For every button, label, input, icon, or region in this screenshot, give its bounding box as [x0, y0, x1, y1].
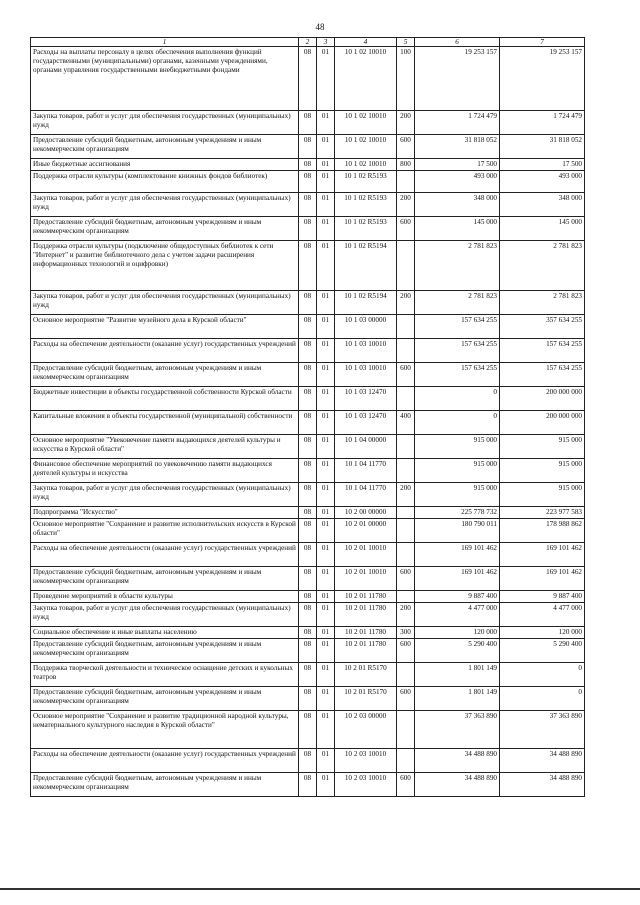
- col-header-5: 5: [397, 38, 415, 47]
- row-expense-type: [397, 459, 415, 483]
- row-name: Бюджетные инвестиции в объекты государственной собственности Курской области: [31, 387, 299, 411]
- row-name: Расходы на обеспечение деятельности (оказание услуг) государственных учреждений: [31, 749, 299, 773]
- budget-table-body: [31, 47, 585, 797]
- row-amount-year1: 915 000: [415, 459, 500, 483]
- row-target-article: 10 1 02 R5193: [335, 171, 397, 193]
- row-amount-year1: 1 801 149: [415, 663, 500, 687]
- row-subsection: 01: [317, 567, 335, 591]
- row-amount-year1: 19 253 157: [415, 47, 500, 111]
- row-amount-year2: 9 887 400: [500, 591, 585, 603]
- row-section: 08: [299, 507, 317, 519]
- row-target-article: 10 1 03 00000: [335, 315, 397, 339]
- row-target-article: 10 1 03 12470: [335, 387, 397, 411]
- row-subsection: 01: [317, 241, 335, 291]
- row-target-article: 10 1 02 10010: [335, 47, 397, 111]
- row-section: 08: [299, 687, 317, 711]
- row-expense-type: 200: [397, 111, 415, 135]
- row-amount-year1: 0: [415, 411, 500, 435]
- table-row: [31, 711, 585, 749]
- row-name: Закупка товаров, работ и услуг для обеспечения государственных (муниципальных) нужд: [31, 111, 299, 135]
- table-row: [31, 217, 585, 241]
- row-amount-year2: 120 000: [500, 627, 585, 639]
- row-name: Основное мероприятие "Сохранение и развитие традиционной народной культуры, нематериального культурного наследия в Курской области": [31, 711, 299, 749]
- row-expense-type: 600: [397, 217, 415, 241]
- row-target-article: 10 1 02 10010: [335, 135, 397, 159]
- row-section: 08: [299, 627, 317, 639]
- row-section: 08: [299, 111, 317, 135]
- table-row: [31, 519, 585, 543]
- row-amount-year1: 17 500: [415, 159, 500, 171]
- row-amount-year1: 120 000: [415, 627, 500, 639]
- row-amount-year2: 200 000 000: [500, 411, 585, 435]
- row-amount-year2: 1 724 479: [500, 111, 585, 135]
- row-subsection: 01: [317, 591, 335, 603]
- table-row: [31, 339, 585, 363]
- row-section: 08: [299, 217, 317, 241]
- row-section: 08: [299, 639, 317, 663]
- table-row: [31, 411, 585, 435]
- table-row: [31, 483, 585, 507]
- row-expense-type: 600: [397, 567, 415, 591]
- row-expense-type: [397, 387, 415, 411]
- row-name: Предоставление субсидий бюджетным, автономным учреждениям и иным некоммерческим организациям: [31, 639, 299, 663]
- row-expense-type: 600: [397, 135, 415, 159]
- row-amount-year1: 0: [415, 387, 500, 411]
- row-amount-year1: 157 634 255: [415, 315, 500, 339]
- col-header-4: 4: [335, 38, 397, 47]
- table-row: [31, 111, 585, 135]
- row-subsection: 01: [317, 47, 335, 111]
- row-target-article: 10 2 01 11780: [335, 591, 397, 603]
- row-name: Закупка товаров, работ и услуг для обеспечения государственных (муниципальных) нужд: [31, 603, 299, 627]
- row-amount-year2: 2 781 823: [500, 241, 585, 291]
- row-amount-year2: 19 253 157: [500, 47, 585, 111]
- bottom-rule: [0, 888, 640, 890]
- row-section: 08: [299, 543, 317, 567]
- table-row: [31, 241, 585, 291]
- row-subsection: 01: [317, 171, 335, 193]
- row-expense-type: [397, 591, 415, 603]
- page-number: 48: [315, 22, 325, 32]
- row-target-article: 10 1 02 R5194: [335, 241, 397, 291]
- row-target-article: 10 2 01 10010: [335, 567, 397, 591]
- row-target-article: 10 1 02 R5194: [335, 291, 397, 315]
- table-row: [31, 639, 585, 663]
- row-amount-year2: 34 488 890: [500, 749, 585, 773]
- row-subsection: 01: [317, 507, 335, 519]
- row-subsection: 01: [317, 111, 335, 135]
- table-row: [31, 459, 585, 483]
- row-amount-year2: 915 000: [500, 459, 585, 483]
- row-expense-type: 600: [397, 773, 415, 797]
- row-subsection: 01: [317, 135, 335, 159]
- row-amount-year1: 2 781 823: [415, 291, 500, 315]
- row-expense-type: [397, 315, 415, 339]
- row-amount-year2: 178 988 862: [500, 519, 585, 543]
- row-section: 08: [299, 339, 317, 363]
- row-target-article: 10 1 03 10010: [335, 339, 397, 363]
- row-expense-type: 600: [397, 363, 415, 387]
- row-section: 08: [299, 663, 317, 687]
- row-name: Расходы на обеспечение деятельности (оказание услуг) государственных учреждений: [31, 339, 299, 363]
- row-section: 08: [299, 773, 317, 797]
- table-row: [31, 749, 585, 773]
- row-section: 08: [299, 315, 317, 339]
- row-amount-year1: 157 634 255: [415, 363, 500, 387]
- row-amount-year1: 348 000: [415, 193, 500, 217]
- table-row: [31, 159, 585, 171]
- row-target-article: 10 1 03 10010: [335, 363, 397, 387]
- row-amount-year2: 17 500: [500, 159, 585, 171]
- row-amount-year1: 169 101 462: [415, 543, 500, 567]
- row-name: Финансовое обеспечение мероприятий по увековечению памяти выдающихся деятелей культуры и искусства: [31, 459, 299, 483]
- row-amount-year2: 34 488 890: [500, 773, 585, 797]
- row-amount-year1: 4 477 000: [415, 603, 500, 627]
- row-expense-type: 200: [397, 483, 415, 507]
- col-header-1: 1: [31, 38, 299, 47]
- row-section: 08: [299, 749, 317, 773]
- row-expense-type: [397, 241, 415, 291]
- row-amount-year1: 1 801 149: [415, 687, 500, 711]
- row-amount-year1: 169 101 462: [415, 567, 500, 591]
- table-row: [31, 603, 585, 627]
- row-subsection: 01: [317, 749, 335, 773]
- table-row: [31, 435, 585, 459]
- table-row: [31, 507, 585, 519]
- row-amount-year1: 493 000: [415, 171, 500, 193]
- row-subsection: 01: [317, 217, 335, 241]
- row-amount-year1: 145 000: [415, 217, 500, 241]
- row-expense-type: 300: [397, 627, 415, 639]
- row-name: Иные бюджетные ассигнования: [31, 159, 299, 171]
- row-section: 08: [299, 387, 317, 411]
- table-row: [31, 363, 585, 387]
- row-section: 08: [299, 459, 317, 483]
- table-row: [31, 171, 585, 193]
- row-expense-type: 200: [397, 603, 415, 627]
- table-row: [31, 773, 585, 797]
- row-amount-year2: 200 000 000: [500, 387, 585, 411]
- row-amount-year1: 915 000: [415, 483, 500, 507]
- row-section: 08: [299, 47, 317, 111]
- row-subsection: 01: [317, 519, 335, 543]
- row-name: Проведение мероприятий в области культуры: [31, 591, 299, 603]
- row-expense-type: 200: [397, 291, 415, 315]
- row-amount-year1: 225 778 732: [415, 507, 500, 519]
- row-target-article: 10 2 01 11780: [335, 627, 397, 639]
- row-name: Социальное обеспечение и иные выплаты населению: [31, 627, 299, 639]
- row-section: 08: [299, 363, 317, 387]
- row-subsection: 01: [317, 291, 335, 315]
- row-amount-year2: 157 634 255: [500, 339, 585, 363]
- row-section: 08: [299, 241, 317, 291]
- row-target-article: 10 2 01 R5170: [335, 687, 397, 711]
- row-name: Предоставление субсидий бюджетным, автономным учреждениям и иным некоммерческим организациям: [31, 135, 299, 159]
- row-amount-year2: 4 477 000: [500, 603, 585, 627]
- row-name: Расходы на обеспечение деятельности (оказание услуг) государственных учреждений: [31, 543, 299, 567]
- row-name: Капитальные вложения в объекты государственной (муниципальной) собственности: [31, 411, 299, 435]
- row-amount-year1: 34 488 890: [415, 773, 500, 797]
- row-section: 08: [299, 711, 317, 749]
- row-subsection: 01: [317, 435, 335, 459]
- row-amount-year2: 5 290 400: [500, 639, 585, 663]
- table-row: [31, 135, 585, 159]
- row-section: 08: [299, 483, 317, 507]
- table-row: [31, 315, 585, 339]
- row-target-article: 10 2 01 11780: [335, 603, 397, 627]
- row-name: Предоставление субсидий бюджетным, автономным учреждениям и иным некоммерческим организациям: [31, 217, 299, 241]
- row-amount-year2: 145 000: [500, 217, 585, 241]
- row-subsection: 01: [317, 315, 335, 339]
- row-expense-type: [397, 663, 415, 687]
- row-name: Основное мероприятие "Сохранение и развитие исполнительских искусств в Курской области": [31, 519, 299, 543]
- row-expense-type: [397, 171, 415, 193]
- row-amount-year2: 348 000: [500, 193, 585, 217]
- row-subsection: 01: [317, 543, 335, 567]
- row-subsection: 01: [317, 773, 335, 797]
- row-section: 08: [299, 603, 317, 627]
- row-target-article: 10 2 03 10010: [335, 773, 397, 797]
- row-amount-year1: 1 724 479: [415, 111, 500, 135]
- row-subsection: 01: [317, 639, 335, 663]
- table-row: [31, 591, 585, 603]
- row-expense-type: [397, 519, 415, 543]
- row-expense-type: 600: [397, 687, 415, 711]
- header-row: [31, 38, 585, 47]
- row-amount-year1: 31 818 052: [415, 135, 500, 159]
- row-amount-year1: 5 290 400: [415, 639, 500, 663]
- row-target-article: 10 1 02 10010: [335, 159, 397, 171]
- row-target-article: 10 1 04 11770: [335, 483, 397, 507]
- row-target-article: 10 1 04 11770: [335, 459, 397, 483]
- row-expense-type: [397, 543, 415, 567]
- row-subsection: 01: [317, 687, 335, 711]
- row-subsection: 01: [317, 483, 335, 507]
- row-name: Предоставление субсидий бюджетным, автономным учреждениям и иным некоммерческим организациям: [31, 363, 299, 387]
- row-amount-year1: 180 790 011: [415, 519, 500, 543]
- row-name: Закупка товаров, работ и услуг для обеспечения государственных (муниципальных) нужд: [31, 291, 299, 315]
- row-target-article: 10 2 01 R5170: [335, 663, 397, 687]
- row-amount-year2: 0: [500, 687, 585, 711]
- row-section: 08: [299, 519, 317, 543]
- row-expense-type: [397, 749, 415, 773]
- row-amount-year2: 0: [500, 663, 585, 687]
- row-expense-type: [397, 507, 415, 519]
- row-expense-type: 400: [397, 411, 415, 435]
- row-amount-year1: 915 000: [415, 435, 500, 459]
- table-row: [31, 627, 585, 639]
- row-subsection: 01: [317, 459, 335, 483]
- table-row: [31, 47, 585, 111]
- row-section: 08: [299, 591, 317, 603]
- row-amount-year1: 9 887 400: [415, 591, 500, 603]
- row-expense-type: [397, 435, 415, 459]
- table-row: [31, 567, 585, 591]
- row-amount-year2: 357 634 255: [500, 315, 585, 339]
- table-row: [31, 687, 585, 711]
- row-amount-year1: 157 634 255: [415, 339, 500, 363]
- row-target-article: 10 2 03 00000: [335, 711, 397, 749]
- row-section: 08: [299, 435, 317, 459]
- row-target-article: 10 2 01 10010: [335, 543, 397, 567]
- row-subsection: 01: [317, 387, 335, 411]
- row-expense-type: [397, 339, 415, 363]
- row-target-article: 10 2 01 11780: [335, 639, 397, 663]
- row-subsection: 01: [317, 627, 335, 639]
- row-subsection: 01: [317, 711, 335, 749]
- row-amount-year2: 169 101 462: [500, 567, 585, 591]
- row-amount-year1: 37 363 890: [415, 711, 500, 749]
- row-name: Предоставление субсидий бюджетным, автономным учреждениям и иным некоммерческим организациям: [31, 567, 299, 591]
- row-name: Поддержка творческой деятельности и техническое оснащение детских и кукольных театров: [31, 663, 299, 687]
- row-subsection: 01: [317, 663, 335, 687]
- row-expense-type: 600: [397, 639, 415, 663]
- row-name: Предоставление субсидий бюджетным, автономным учреждениям и иным некоммерческим организациям: [31, 687, 299, 711]
- row-name: Закупка товаров, работ и услуг для обеспечения государственных (муниципальных) нужд: [31, 483, 299, 507]
- budget-table: [30, 37, 585, 797]
- row-expense-type: [397, 711, 415, 749]
- row-subsection: 01: [317, 159, 335, 171]
- row-name: Закупка товаров, работ и услуг для обеспечения государственных (муниципальных) нужд: [31, 193, 299, 217]
- row-amount-year2: 223 977 583: [500, 507, 585, 519]
- row-target-article: 10 1 04 00000: [335, 435, 397, 459]
- row-expense-type: 200: [397, 193, 415, 217]
- row-amount-year2: 915 000: [500, 435, 585, 459]
- row-section: 08: [299, 411, 317, 435]
- row-amount-year1: 34 488 890: [415, 749, 500, 773]
- row-amount-year2: 37 363 890: [500, 711, 585, 749]
- row-amount-year1: 2 781 823: [415, 241, 500, 291]
- row-target-article: 10 2 01 00000: [335, 519, 397, 543]
- col-header-2: 2: [299, 38, 317, 47]
- row-amount-year2: 31 818 052: [500, 135, 585, 159]
- row-section: 08: [299, 193, 317, 217]
- row-target-article: 10 1 03 12470: [335, 411, 397, 435]
- row-section: 08: [299, 291, 317, 315]
- row-name: Подпрограмма "Искусство": [31, 507, 299, 519]
- row-subsection: 01: [317, 339, 335, 363]
- col-header-7: 7: [500, 38, 585, 47]
- row-subsection: 01: [317, 363, 335, 387]
- row-target-article: 10 2 03 10010: [335, 749, 397, 773]
- row-name: Основное мероприятие "Увековечение памяти выдающихся деятелей культуры и искусства в Курской области": [31, 435, 299, 459]
- row-name: Предоставление субсидий бюджетным, автономным учреждениям и иным некоммерческим организациям: [31, 773, 299, 797]
- row-expense-type: 100: [397, 47, 415, 111]
- table-row: [31, 291, 585, 315]
- row-amount-year2: 157 634 255: [500, 363, 585, 387]
- row-subsection: 01: [317, 193, 335, 217]
- row-subsection: 01: [317, 603, 335, 627]
- row-target-article: 10 1 02 R5193: [335, 217, 397, 241]
- row-expense-type: 800: [397, 159, 415, 171]
- table-row: [31, 387, 585, 411]
- row-amount-year2: 169 101 462: [500, 543, 585, 567]
- row-name: Расходы на выплаты персоналу в целях обеспечения выполнения функций государственными (муниципальными) органами, казенными учреждениями, органами управления государственными внебюджетными фондами: [31, 47, 299, 111]
- row-amount-year2: 915 000: [500, 483, 585, 507]
- row-section: 08: [299, 135, 317, 159]
- row-name: Поддержка отрасли культуры (подключение общедоступных библиотек к сети "Интернет" и развитие библиотечного дела с учетом задачи расширения информационных технологий и оцифровки): [31, 241, 299, 291]
- row-section: 08: [299, 567, 317, 591]
- row-section: 08: [299, 171, 317, 193]
- row-name: Основное мероприятие "Развитие музейного дела в Курской области": [31, 315, 299, 339]
- row-target-article: 10 2 00 00000: [335, 507, 397, 519]
- row-amount-year2: 493 000: [500, 171, 585, 193]
- row-target-article: 10 1 02 R5193: [335, 193, 397, 217]
- row-target-article: 10 1 02 10010: [335, 111, 397, 135]
- col-header-6: 6: [415, 38, 500, 47]
- table-row: [31, 663, 585, 687]
- col-header-3: 3: [317, 38, 335, 47]
- row-name: Поддержка отрасли культуры (комплектование книжных фондов библиотек): [31, 171, 299, 193]
- row-subsection: 01: [317, 411, 335, 435]
- table-row: [31, 543, 585, 567]
- row-section: 08: [299, 159, 317, 171]
- table-row: [31, 193, 585, 217]
- row-amount-year2: 2 781 823: [500, 291, 585, 315]
